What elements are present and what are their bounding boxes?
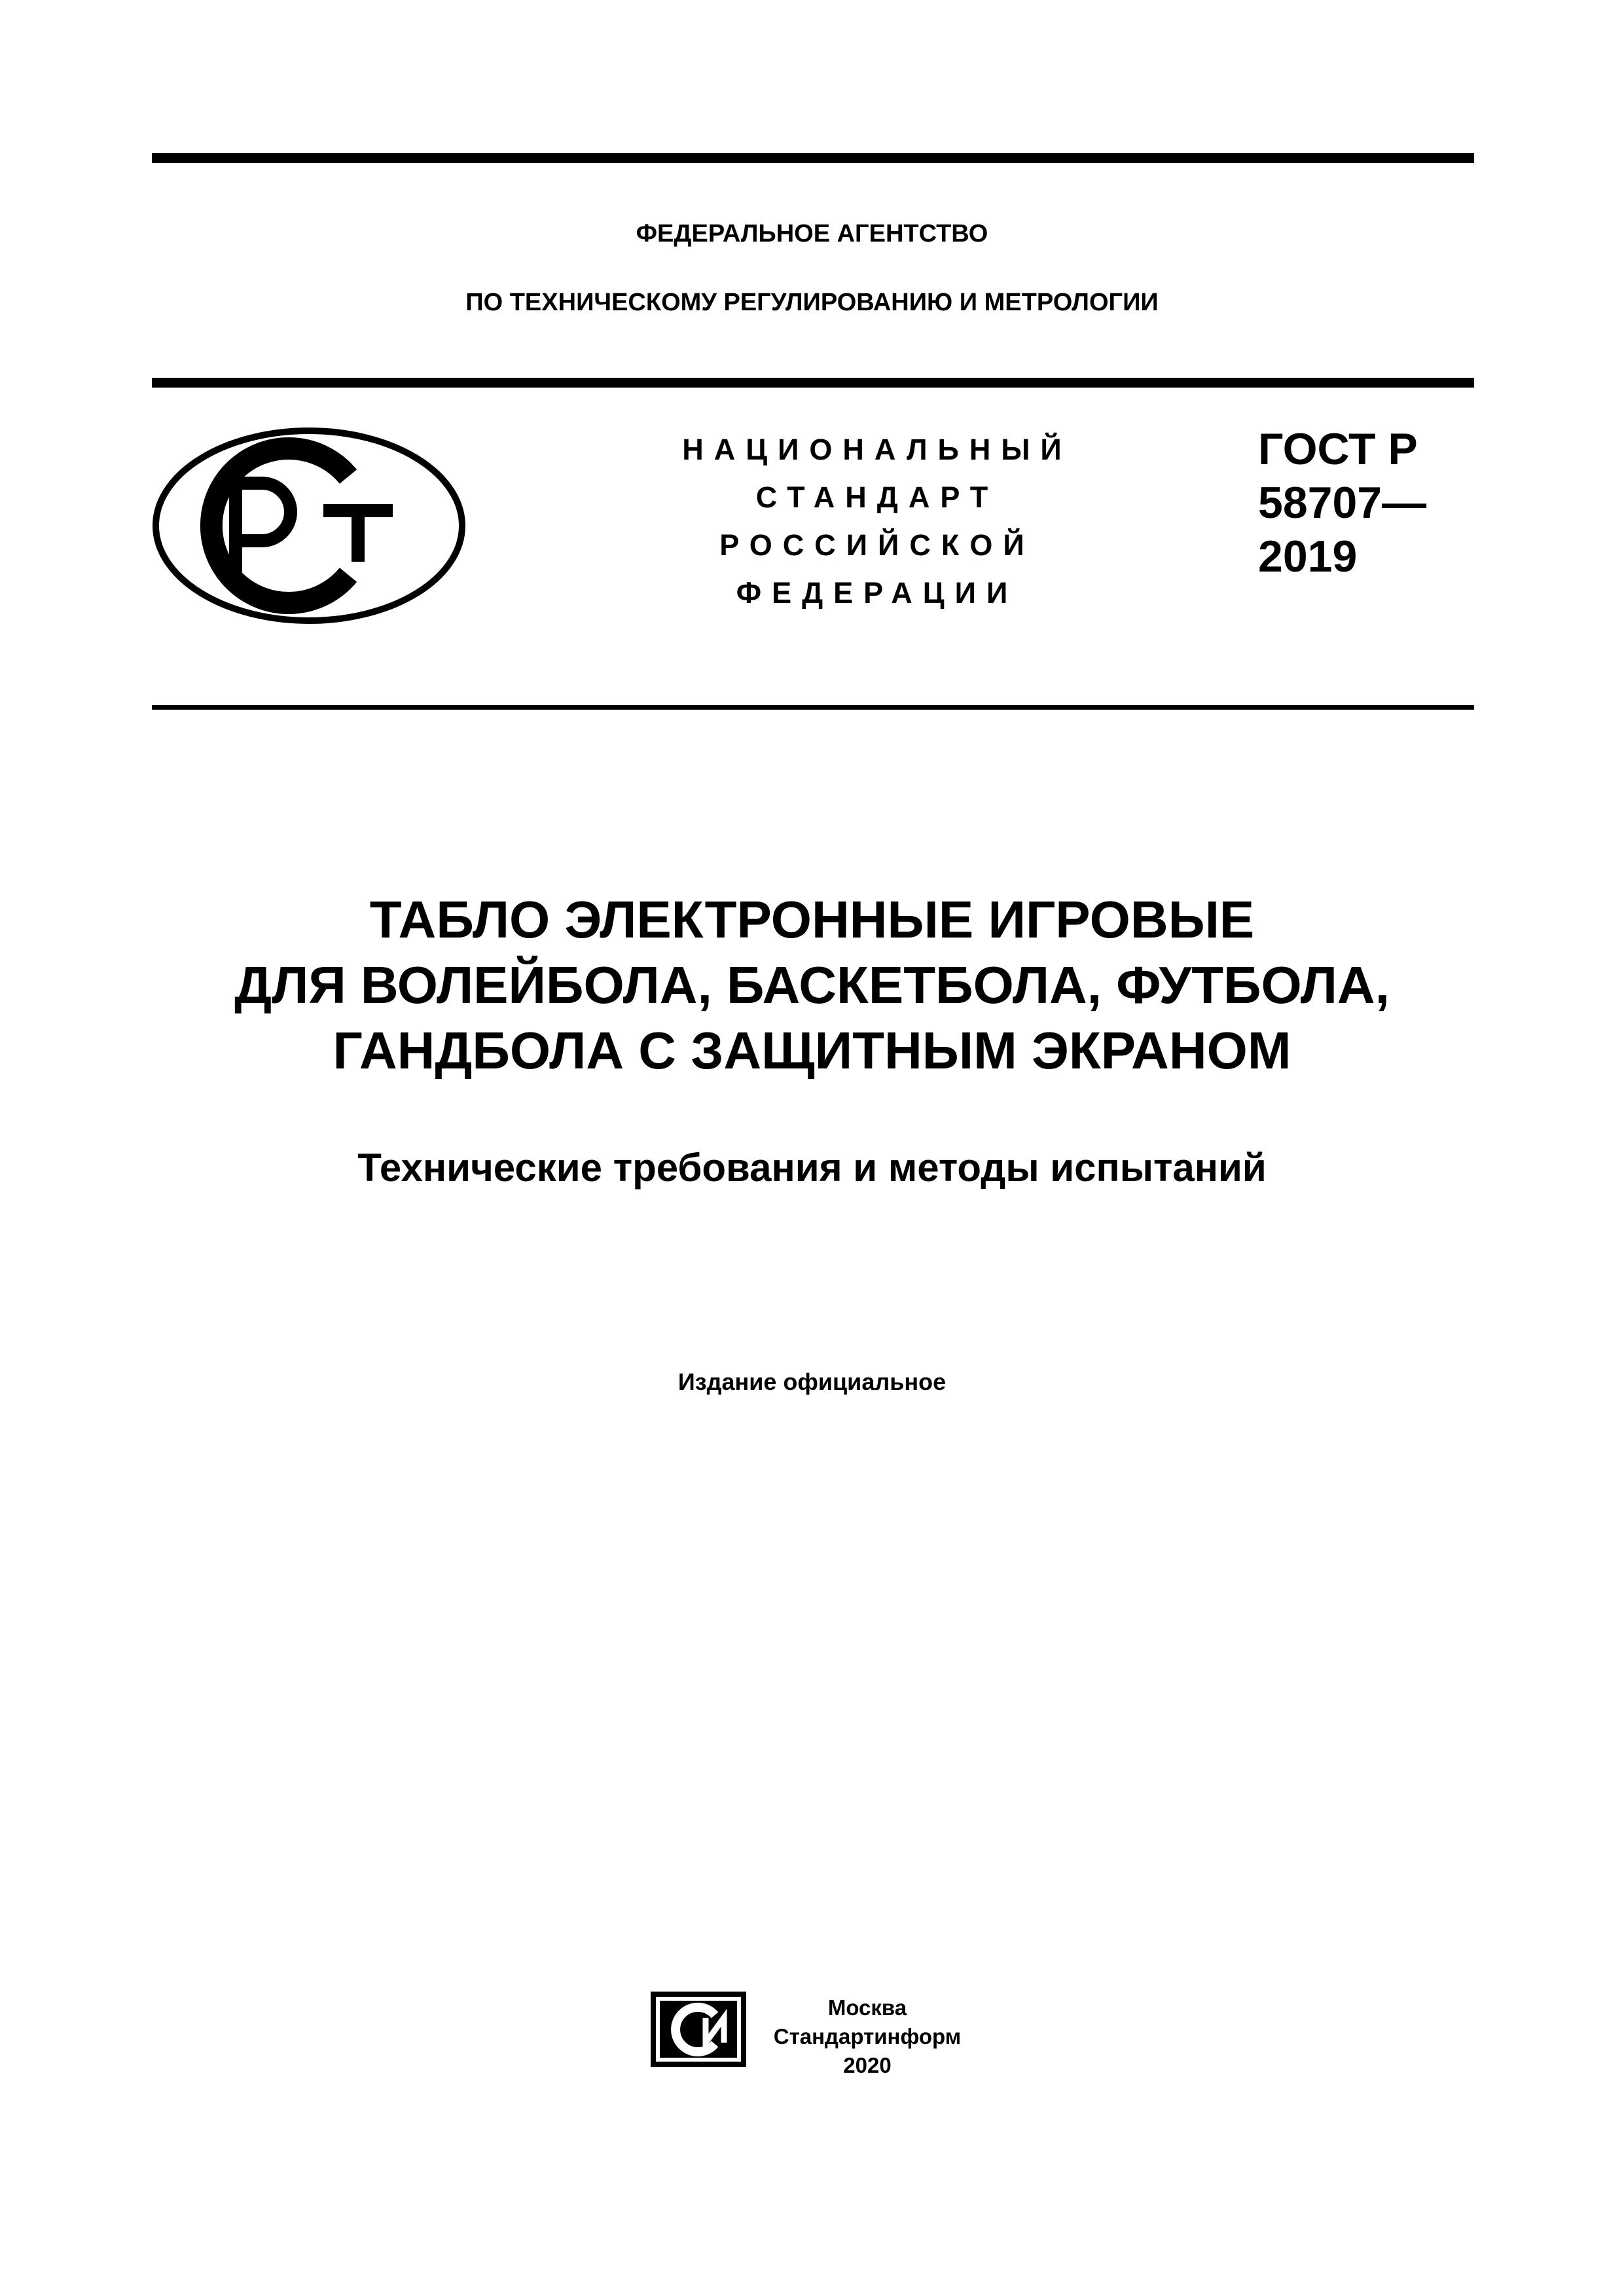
document-title — [0, 887, 1624, 1084]
gost-designation-line-1: ГОСТ Р — [1258, 424, 1418, 474]
rst-emblem-icon — [152, 427, 466, 625]
agency-line-1: ФЕДЕРАЛЬНОЕ АГЕНТСТВО — [636, 220, 988, 247]
publisher-city: Москва — [827, 1995, 907, 2020]
title-line-1: ТАБЛО ЭЛЕКТРОННЫЕ ИГРОВЫЕ — [369, 890, 1255, 949]
standard-type-line-2: СТАНДАРТ — [755, 481, 999, 514]
publisher-year: 2020 — [843, 2053, 892, 2077]
standard-type — [615, 426, 1139, 617]
lower-rule — [152, 705, 1474, 710]
publisher-block — [759, 1994, 975, 2080]
standard-type-line-3: РОССИЙСКОЙ — [719, 528, 1035, 562]
publisher-name: Стандартинформ — [773, 2024, 962, 2049]
agency-line-2: ПО ТЕХНИЧЕСКОМУ РЕГУЛИРОВАНИЮ И МЕТРОЛОГИИ — [465, 289, 1159, 316]
top-rule — [152, 153, 1474, 163]
standartinform-logo-icon — [651, 1992, 746, 2067]
document-subtitle: Технические требования и методы испытаний — [357, 1146, 1267, 1190]
title-line-2: ДЛЯ ВОЛЕЙБОЛА, БАСКЕТБОЛА, ФУТБОЛА, — [234, 956, 1390, 1014]
gost-designation-line-2: 58707— — [1258, 478, 1427, 528]
standard-type-line-1: НАЦИОНАЛЬНЫЙ — [682, 433, 1072, 466]
middle-rule — [152, 378, 1474, 388]
gost-designation — [1258, 422, 1426, 583]
edition-note: Издание официальное — [677, 1368, 947, 1395]
title-line-3: ГАНДБОЛА С ЗАЩИТНЫМ ЭКРАНОМ — [333, 1021, 1291, 1080]
standard-type-line-4: ФЕДЕРАЦИИ — [736, 576, 1019, 610]
gost-designation-line-3: 2019 — [1258, 532, 1358, 581]
